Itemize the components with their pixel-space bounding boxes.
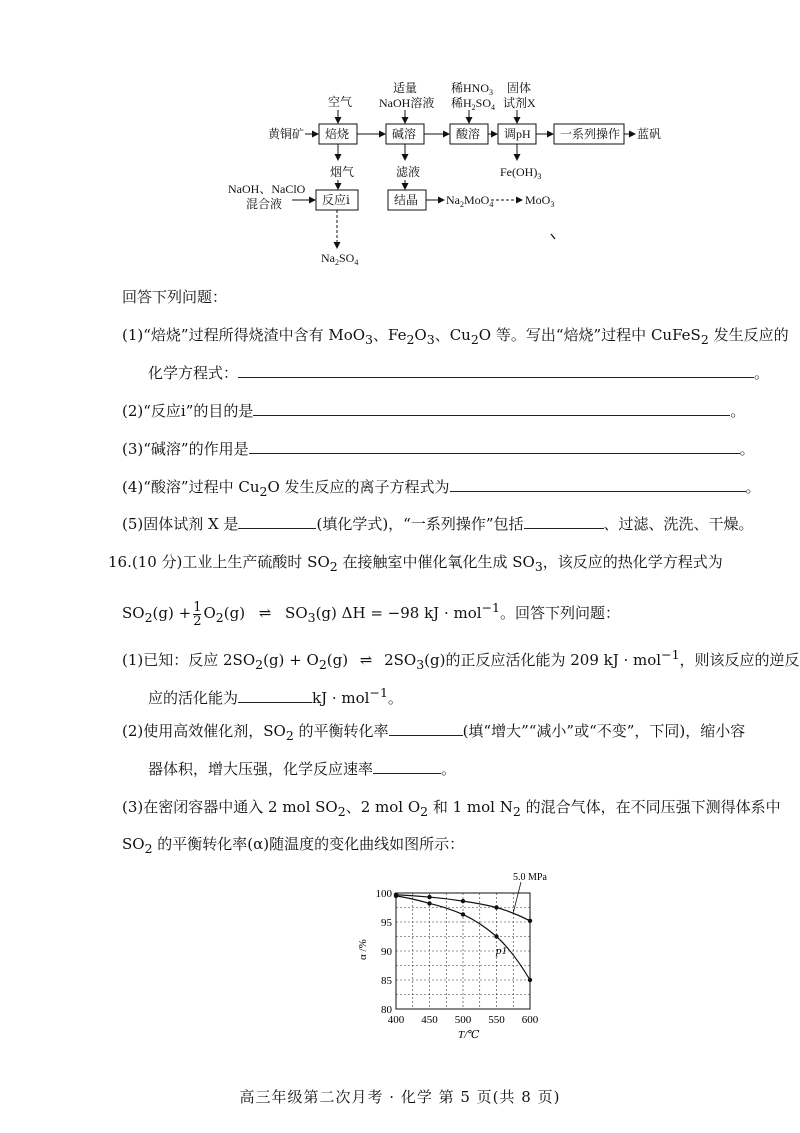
label-mixture: 混合液	[246, 197, 283, 211]
equilibrium-arrow-icon: ⇌	[359, 651, 373, 669]
label-mixture-reagents: NaOH、NaClO	[228, 182, 306, 196]
q15-part5: (5)固体试剂 X 是 (填化学式)，“一系列操作”包括 、过滤、洗洗、干燥。	[122, 515, 754, 533]
q15-intro: 回答下列问题：	[122, 288, 228, 306]
answer-blank-3[interactable]	[249, 439, 740, 454]
box-reaction-text: 反应ⅰ	[322, 193, 350, 207]
label-air: 空气	[328, 95, 353, 109]
label-na2so4: $Na_2SO_4$	[321, 251, 359, 267]
x-tick-label: 400	[387, 1014, 405, 1026]
answer-blank-16-2b[interactable]	[373, 759, 441, 774]
data-point	[427, 895, 431, 899]
answer-blank-2[interactable]	[253, 401, 730, 416]
label-feoh3: $Fe(OH)_3$	[500, 165, 542, 181]
label-naoh-solution: NaOH溶液	[379, 96, 435, 110]
y-axis-label: α /%	[357, 939, 369, 960]
data-point	[528, 978, 532, 982]
data-point	[494, 934, 498, 938]
x-axis-label: T/℃	[458, 1029, 480, 1041]
q15-part4: (4)“酸溶”过程中 $Cu_2O$ 发生反应的离子方程式为 。	[122, 478, 761, 499]
label-product: 蓝矾	[637, 127, 662, 141]
q16-header: 16.(10 分)工业上生产硫酸时 $SO_2$ 在接触室中催化氧化生成 $SO_3$，该反应的热化学方程式为	[108, 553, 723, 574]
y-tick-label: 90	[381, 946, 392, 958]
y-tick-label: 80	[381, 1004, 392, 1016]
annotation-p1: p1	[496, 945, 507, 957]
answer-blank-1[interactable]	[238, 363, 754, 378]
annotation-5mpa: 5.0 MPa	[513, 872, 547, 883]
answer-blank-16-2a[interactable]	[389, 721, 463, 736]
box-alkali-text: 碱溶	[392, 127, 417, 141]
y-tick-label: 95	[381, 917, 392, 929]
label-naoh-amount: 适量	[393, 81, 418, 95]
q16-part3-line1: (3)在密闭容器中通入 2 mol $SO_2$、2 mol $O_2$ 和 1 mol $N_2$ 的混合气体，在不同压强下测得体系中	[122, 798, 781, 819]
q16-part2-line1: (2)使用高效催化剂，$SO_2$ 的平衡转化率 (填“增大”“减小”或“不变”，下同)，缩小容	[122, 722, 746, 743]
x-tick-label: 450	[421, 1014, 438, 1026]
label-moo3: MoO$_3$	[525, 193, 555, 209]
q16-part1-line2: 应的活化能为 kJ · mol$^{-1}$。	[148, 685, 403, 707]
q16-part1-line1: (1)已知：反应 $2SO_2(g) + O_2(g)$ ⇌ $2SO_3(g)$的正反应活化能为 209 kJ · mol$^{-1}$，则该反应的逆反	[122, 647, 800, 672]
box-roast-text: 焙烧	[325, 127, 350, 141]
label-h2so4: 稀$H_2SO_4$	[451, 96, 496, 112]
answer-blank-5b[interactable]	[524, 514, 604, 529]
box-crystal-text: 结晶	[394, 193, 419, 207]
process-flowchart	[0, 0, 800, 280]
equilibrium-arrow-icon: ⇌	[258, 604, 272, 622]
y-tick-label: 85	[381, 975, 392, 987]
q15-part2: (2)“反应ⅰ”的目的是 。	[122, 402, 746, 420]
q15-part1-line1: (1)“焙烧”过程所得烧渣中含有 MoO$_3$、$Fe_2O_3$、$Cu_2O$ 等。写出“焙烧”过程中 CuFeS$_2$ 发生反应的	[122, 326, 789, 347]
label-filtrate: 滤液	[396, 165, 421, 179]
fraction-one-half: $\frac{1}{2}$	[193, 599, 202, 629]
data-point	[528, 919, 532, 923]
answer-blank-5a[interactable]	[238, 514, 316, 529]
box-series-text: 一系列操作	[560, 127, 621, 141]
answer-blank-4[interactable]	[450, 477, 746, 492]
q16-part3-line2: $SO_2$ 的平衡转化率(α)随温度的变化曲线如图所示：	[122, 835, 465, 856]
x-tick-label: 600	[521, 1014, 539, 1026]
label-smoke: 烟气	[330, 165, 355, 179]
box-ph-text: 调pH	[504, 127, 531, 141]
label-reagent-x: 试剂X	[503, 96, 536, 110]
q15-part1-line2: 化学方程式： 。	[148, 364, 770, 382]
q16-part2-line2: 器体积，增大压强，化学反应速率 。	[148, 760, 457, 778]
data-point	[494, 905, 498, 909]
conversion-rate-chart	[355, 868, 575, 1043]
q15-part3: (3)“碱溶”的作用是 。	[122, 440, 755, 458]
data-point	[461, 912, 465, 916]
label-hno3: 稀$HNO_3$	[451, 81, 493, 97]
page-footer: 高三年级第二次月考 · 化学 第 5 页(共 8 页)	[239, 1088, 561, 1106]
label-ore: 黄铜矿	[268, 127, 305, 141]
data-point	[427, 901, 431, 905]
data-point	[461, 899, 465, 903]
x-tick-label: 550	[488, 1014, 505, 1026]
box-acid-text: 酸溶	[456, 127, 481, 141]
annotation-leader-5mpa	[513, 882, 521, 913]
answer-blank-16-1[interactable]	[238, 688, 312, 703]
y-tick-label: 100	[375, 888, 392, 900]
data-point	[394, 894, 398, 898]
q16-equation: $SO_2(g)$ + $\frac{1}{2}$ $O_2(g)$ ⇌ $SO_3(g) \Delta H = -98$ kJ · mol$^{-1}$。回答下列问题：	[122, 599, 621, 629]
x-tick-label: 500	[454, 1014, 472, 1026]
label-solid: 固体	[507, 81, 532, 95]
label-na2moo4: $Na_2MoO_4$	[446, 193, 494, 209]
